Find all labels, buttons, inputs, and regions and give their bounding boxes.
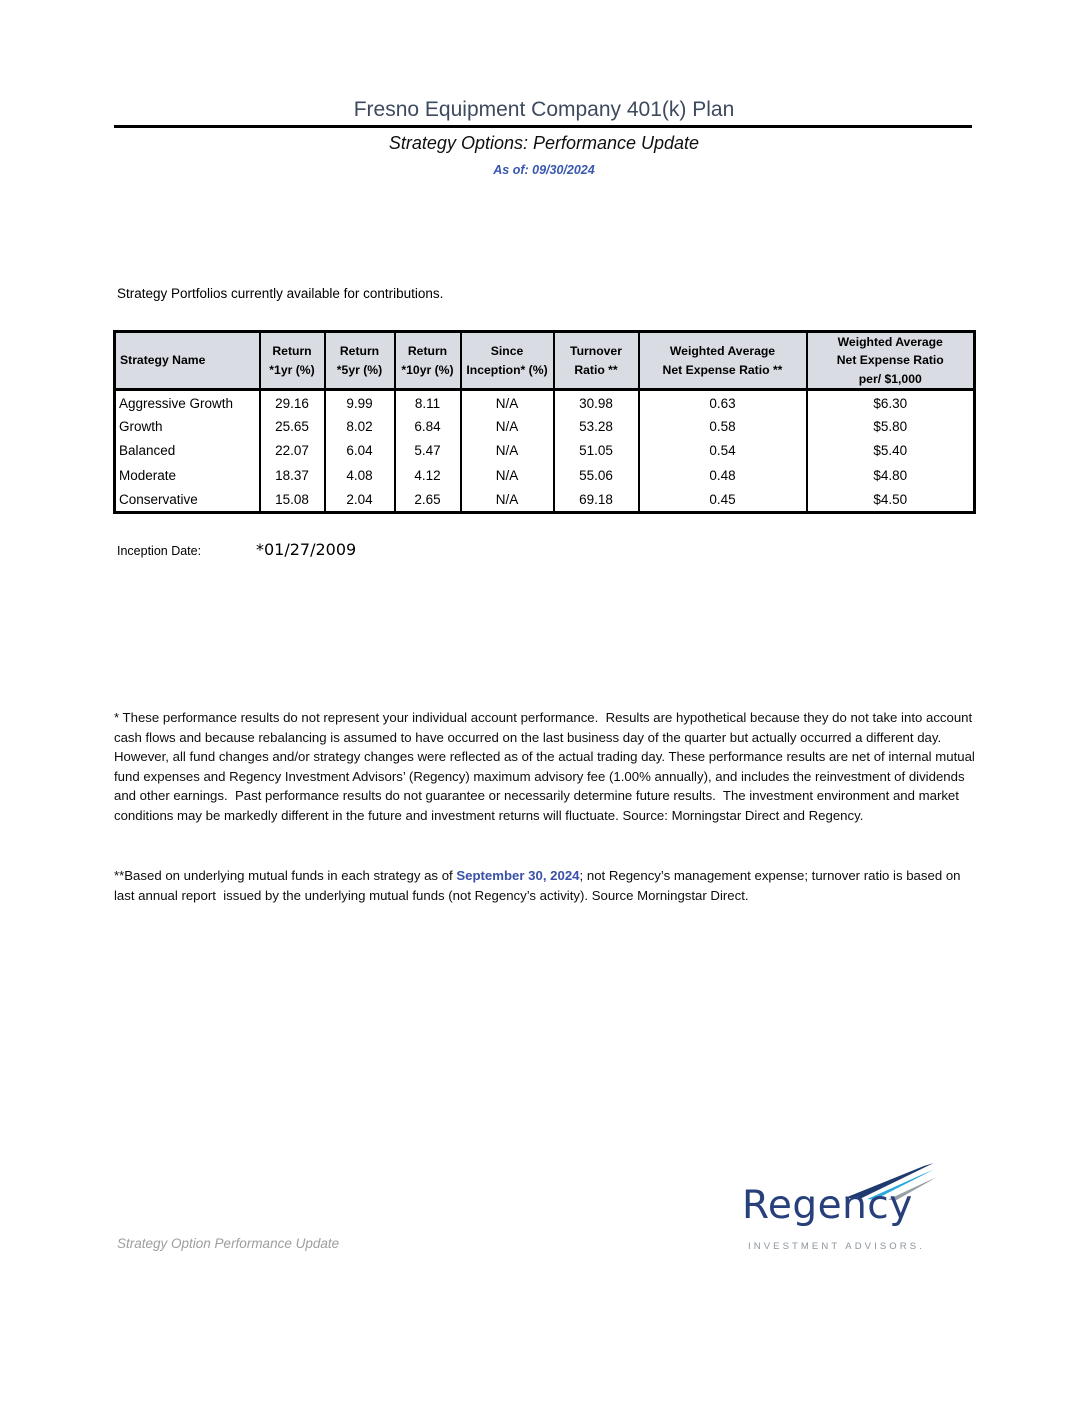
net-expense-ratio-cell: 0.63 — [639, 390, 807, 415]
regency-logo — [740, 1163, 940, 1258]
return-1yr-cell: 25.65 — [260, 414, 325, 439]
since-inception-cell: N/A — [461, 390, 554, 415]
table-row — [115, 463, 975, 488]
turnover-ratio-cell: 51.05 — [554, 439, 639, 464]
table-row — [115, 488, 975, 513]
turnover-ratio-cell: 30.98 — [554, 390, 639, 415]
table-row — [115, 414, 975, 439]
turnover-ratio-cell: 55.06 — [554, 463, 639, 488]
table-row — [115, 390, 975, 415]
footnote2-text-after: ; not Regency’s management expense; turnover ratio is based on last annual report issued by the underlying mutual funds (not Regency’s activity). Source Morningstar Direct. — [114, 868, 965, 903]
table-row — [115, 439, 975, 464]
footnote2-date-highlight: September 30, 2024 — [456, 868, 580, 883]
header-return-1yr: Return *1yr (%) — [260, 332, 325, 390]
net-expense-per-1000-cell: $4.80 — [807, 463, 975, 488]
turnover-ratio-cell: 53.28 — [554, 414, 639, 439]
header-weighted-avg-per-1000: Weighted Average Net Expense Ratio per/ $1,000 — [807, 332, 975, 390]
page-subtitle: Strategy Options: Performance Update — [388, 133, 700, 153]
net-expense-per-1000-cell: $4.50 — [807, 488, 975, 513]
title-divider-rule — [114, 125, 972, 128]
net-expense-per-1000-cell: $5.80 — [807, 414, 975, 439]
return-1yr-cell: 22.07 — [260, 439, 325, 464]
header-return-5yr: Return *5yr (%) — [325, 332, 395, 390]
net-expense-per-1000-cell: $6.30 — [807, 390, 975, 415]
strategy-name-cell: Aggressive Growth — [115, 390, 260, 415]
strategy-name-cell: Conservative — [115, 488, 260, 513]
inception-date-value: *01/27/2009 — [256, 540, 357, 559]
net-expense-ratio-cell: 0.58 — [639, 414, 807, 439]
page-title: Fresno Equipment Company 401(k) Plan — [353, 98, 735, 121]
since-inception-cell: N/A — [461, 463, 554, 488]
as-of-date: As of: 09/30/2024 — [493, 163, 595, 177]
header-strategy-name: Strategy Name — [115, 332, 260, 390]
intro-text: Strategy Portfolios currently available for contributions. — [117, 286, 444, 301]
return-5yr-cell: 9.99 — [325, 390, 395, 415]
return-10yr-cell: 2.65 — [395, 488, 461, 513]
return-10yr-cell: 4.12 — [395, 463, 461, 488]
return-5yr-cell: 8.02 — [325, 414, 395, 439]
net-expense-ratio-cell: 0.45 — [639, 488, 807, 513]
since-inception-cell: N/A — [461, 488, 554, 513]
net-expense-ratio-cell: 0.48 — [639, 463, 807, 488]
inception-date-label: Inception Date: — [117, 544, 202, 558]
return-1yr-cell: 15.08 — [260, 488, 325, 513]
turnover-ratio-cell: 69.18 — [554, 488, 639, 513]
since-inception-cell: N/A — [461, 439, 554, 464]
performance-table — [113, 330, 976, 514]
strategy-name-cell: Balanced — [115, 439, 260, 464]
since-inception-cell: N/A — [461, 414, 554, 439]
return-1yr-cell: 18.37 — [260, 463, 325, 488]
footnote-asterisk: * These performance results do not represent your individual account performance. Results are hypothetical because they do not take into account cash flows and because rebalancing is assumed to have occurred on the last business day of the quarter but actually occurred a different day. However, all fund changes and/or strategy changes were reflected as of the actual trading day. These performance results are net of internal mutual fund expenses and Regency Investment Advisors’ (Regency) maximum advisory fee (1.00% annually), and includes the reinvestment of dividends and other earnings. Past performance results do not guarantee or necessarily determine future results. The investment environment and market conditions may be markedly different in the future and investment returns will fluctuate. Source: Morningstar Direct and Regency. — [114, 710, 979, 823]
header-return-10yr: Return *10yr (%) — [395, 332, 461, 390]
header-weighted-avg-ratio: Weighted Average Net Expense Ratio ** — [639, 332, 807, 390]
footnote2-text-before: **Based on underlying mutual funds in each strategy as of — [114, 868, 457, 883]
table-header-row — [115, 332, 975, 390]
return-5yr-cell: 2.04 — [325, 488, 395, 513]
strategy-name-cell: Moderate — [115, 463, 260, 488]
net-expense-ratio-cell: 0.54 — [639, 439, 807, 464]
header-since-inception: Since Inception* (%) — [461, 332, 554, 390]
logo-tagline: INVESTMENT ADVISORS. — [748, 1241, 925, 1252]
strategy-name-cell: Growth — [115, 414, 260, 439]
footnote-double-asterisk — [114, 866, 980, 905]
return-1yr-cell: 29.16 — [260, 390, 325, 415]
footer-page-label: Strategy Option Performance Update — [117, 1236, 340, 1251]
return-10yr-cell: 6.84 — [395, 414, 461, 439]
logo-name: Regency — [742, 1183, 913, 1228]
return-10yr-cell: 8.11 — [395, 390, 461, 415]
return-5yr-cell: 6.04 — [325, 439, 395, 464]
header-turnover-ratio: Turnover Ratio ** — [554, 332, 639, 390]
return-5yr-cell: 4.08 — [325, 463, 395, 488]
return-10yr-cell: 5.47 — [395, 439, 461, 464]
net-expense-per-1000-cell: $5.40 — [807, 439, 975, 464]
